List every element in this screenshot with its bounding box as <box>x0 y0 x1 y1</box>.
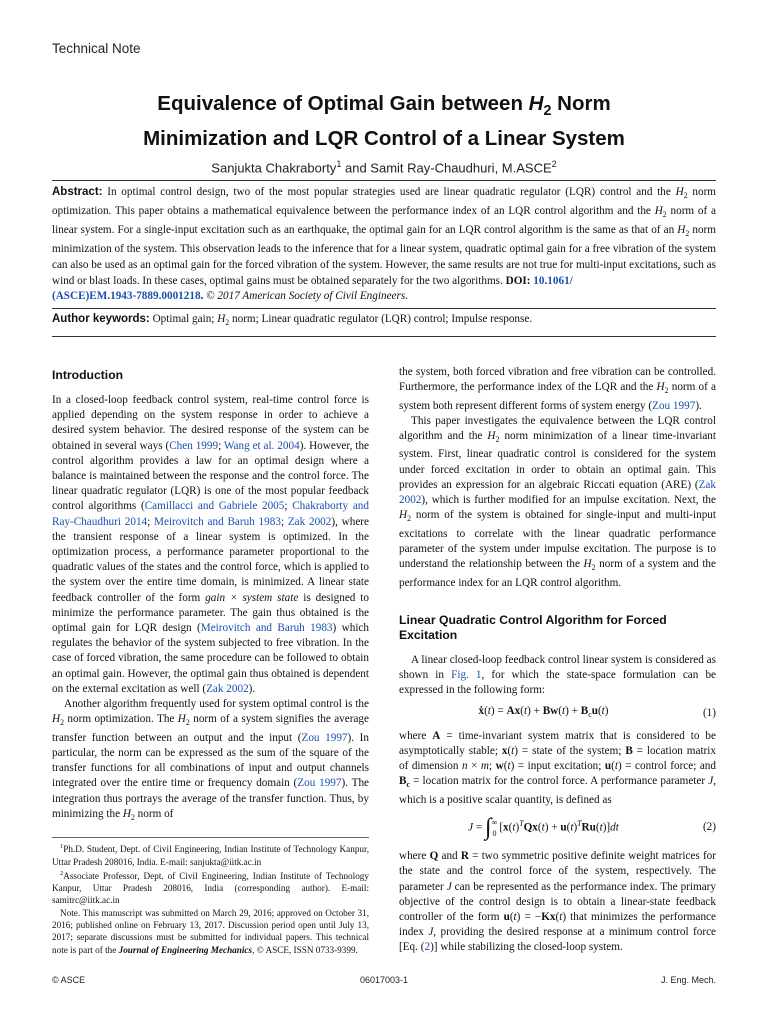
title-line2: Minimization and LQR Control of a Linear System <box>143 127 625 151</box>
text: norm of a system and the performance index for an LQR control algorithm. <box>399 558 716 589</box>
math-h-sub: 2 <box>685 229 690 239</box>
text: ). <box>248 682 256 695</box>
text: Associate Professor, Dept. of Civil Engineering, Indian Institute of Technology Kanpur, Uttar Pradesh 208016, India (corresponding author). E-mail: samitrc@iitk.ac.in <box>52 870 369 906</box>
footnote-2 <box>52 868 369 907</box>
abstract-text-4: norm minimization of the system. This observation leads to the inference that for a linear system, quadratic optimal gain for a free vibration of the system can also be used as an optimal gain for the forced vibration of the system. However, the same results are not true for multi-input excitations, such as wind or blast loads. In these cases, optimal gains must be obtained separately for the two algorithms. <box>52 224 716 287</box>
text: ; <box>280 515 288 528</box>
math-h: H <box>654 205 663 218</box>
citation-zou-1997[interactable]: Zou 1997 <box>301 731 348 744</box>
right-paragraph-3: where A = time-invariant system matrix that is considered to be asymptotically stable; x(t) = state of the system; B = location matrix of dimension n × m; w(t) = input excitation; u(t) = control force; and $B_c$ = location matrix for the control force. A performance parameter J, which is a positive scalar quantity, is defined as <box>399 729 716 806</box>
right-column <box>399 365 716 956</box>
author-2-affil: 2 <box>551 159 557 169</box>
math-h: H <box>675 186 684 198</box>
citation-zou-1997[interactable]: Zou 1997 <box>297 777 342 790</box>
doi-label: DOI: <box>505 274 531 287</box>
intro-paragraph-1 <box>52 393 369 697</box>
abstract-label: Abstract: <box>52 186 103 198</box>
text: = two symmetric positive definite weight matrices for the state and the control force of the system, respectively. The parameter <box>399 850 716 893</box>
footnote-marker: 2 <box>60 869 64 877</box>
equation-1 <box>399 704 716 722</box>
math-h: H <box>677 224 686 237</box>
text: can be represented as the performance index. The primary objective of the control design is to obtain a linear-state feedback controller of the form <box>399 880 716 924</box>
text: ; <box>489 760 496 773</box>
text: norm minimization of a linear time-invariant system. First, linear quadratic control is considered for the system under forced excitation in order to obtain an optimal gain. This provides an expression for an algebraic Riccati equation (ARE) ( <box>399 430 716 491</box>
text: ; <box>147 515 155 528</box>
text: , which is a positive scalar quantity, is defined as <box>399 775 716 806</box>
text: ) which regulates the behavior of the system subjected to free vibration. In the case of forced vibration, the same procedure can be followed to obtain an optimal gain. However, the optimal gain thus obtained is dependent on the external excitation as well ( <box>52 622 369 695</box>
right-paragraph-0 <box>399 365 716 414</box>
equation-1-number: (1) <box>702 707 716 719</box>
citation-meirovitch-1983[interactable]: Meirovitch and Baruh 1983 <box>200 622 333 635</box>
text: = location matrix for the control force. A performance parameter <box>409 775 709 788</box>
equation-2-number: (2) <box>702 821 716 834</box>
text: A linear closed-loop feedback control linear system is considered as shown in <box>399 653 716 681</box>
right-paragraph-2 <box>399 653 716 699</box>
left-column <box>52 365 369 956</box>
author-1-affil: 1 <box>336 159 342 169</box>
math-h: H <box>399 509 408 522</box>
author-2: and Samit Ray-Chaudhuri, M.ASCE <box>341 160 552 176</box>
abstract-text-3: norm of a linear system. For a single-input excitation such as an earthquake, the optimal gain for an LQR control algorithm is the same as that of an <box>52 205 716 237</box>
right-paragraph-1 <box>399 414 716 591</box>
text: = location matrix of dimension <box>399 745 716 773</box>
text: norm of a system both represent different forms of system energy ( <box>399 381 716 412</box>
text: , for which the state-space formulation can be expressed in the following form: <box>399 668 716 697</box>
math-h-sub: 2 <box>407 514 412 524</box>
math-h: H <box>487 430 496 443</box>
intro-paragraph-2 <box>52 697 369 825</box>
math-h-sub: 2 <box>185 718 190 728</box>
equation-2 <box>399 816 716 839</box>
footnote-marker: 1 <box>60 843 64 851</box>
footer-journal: J. Eng. Mech. <box>660 975 716 985</box>
keywords-label: Author keywords: <box>52 313 150 326</box>
abstract-text-1: In optimal control design, two of the most popular strategies used are linear quadratic regulator (LQR) control and the <box>102 186 676 198</box>
abstract-block <box>52 180 716 337</box>
text: the system, both forced vibration and free vibration can be controlled. Furthermore, the performance index of the LQR and the <box>399 366 716 394</box>
citation-chen-1999[interactable]: Chen 1999 <box>169 439 219 452</box>
math-h-sub: 2 <box>495 435 500 445</box>
abstract <box>52 185 716 305</box>
text: norm of <box>134 807 174 820</box>
doi-link-part1[interactable]: 10.1061/ <box>533 274 573 287</box>
text: This paper investigates the equivalence between the LQR control algorithm and the <box>399 414 716 443</box>
right-paragraph-4: where Q and R = two symmetric positive definite weight matrices for the state and the control force of the system, respectively. The parameter J can be represented as the performance index. The primary objective of the control design is to obtain a linear-state feedback controller of the form u(t) = −Kx(t) that minimizes the performance index J, providing the desired response at a minimum control force [Eq. (2)] while stabilizing the closed-loop system. <box>399 850 716 954</box>
intro-heading: Introduction <box>52 368 124 382</box>
citation-zak-2002[interactable]: Zak 2002 <box>287 515 332 528</box>
text: , © ASCE, ISSN 0733-9399. <box>252 944 358 955</box>
text: ; <box>218 439 224 452</box>
paper-title <box>40 90 728 152</box>
author-1: Sanjukta Chakraborty <box>211 160 337 176</box>
section-heading-lqr: Linear Quadratic Control Algorithm for Forced Excitation <box>399 612 667 642</box>
math-h: H <box>52 713 61 726</box>
math-h-sub: 2 <box>130 812 135 822</box>
text: ), which is further modified for an impulse excitation. Next, the <box>421 494 716 507</box>
text: ). However, the control algorithm provides a law for an optimal design where a balance is maintained between the response and the control force. The linear quadratic regulator (LQR) is one of the most popular feedback control algorithms ( <box>52 439 370 513</box>
math-h-sub: 2 <box>60 718 65 728</box>
journal-name: Journal of Engineering Mechanics <box>118 944 253 955</box>
text: norm of a system signifies the average transfer function between an output and the input ( <box>52 713 369 744</box>
text: that minimizes the performance index <box>399 911 716 939</box>
text: is designed to minimize the performance parameter. The gain thus obtained is the optimal gain for LQR design ( <box>52 591 369 635</box>
text: ), where the transient response of a linear system is optimized. In the optimization process, a performance parameter proportional to the quadratic values of the states and the control force, which is applied to the system over the entire time domain, is minimized. A linear state feedback controller of the form <box>52 515 370 604</box>
math-h: H <box>177 713 186 726</box>
text: )] while stabilizing the closed-loop system. <box>430 941 623 954</box>
figure-1-link[interactable]: Fig. 1 <box>451 668 482 681</box>
text: norm of the system is obtained for single-input and multi-input excitations to correlate with the linear quadratic performance parameter of the system under impulse excitation. The purpose is to understand the relationship between the <box>399 509 716 571</box>
footnote-1 <box>52 841 369 868</box>
abstract-text-2: norm optimization. This paper obtains a mathematical equivalence between the performance index of an LQR control algorithm and the <box>52 186 716 218</box>
text: = state of the system; <box>518 745 626 758</box>
math-h-sub: 2 <box>662 210 667 220</box>
keywords <box>52 308 716 336</box>
section-label: Technical Note <box>52 41 141 56</box>
text: ; <box>284 500 293 513</box>
keywords-text-2: norm; Linear quadratic regulator (LQR) control; Impulse response. <box>229 313 533 326</box>
math-h-sub: 2 <box>664 386 669 396</box>
equation-2-link[interactable]: 2 <box>424 941 431 954</box>
doi-end: . <box>200 290 204 303</box>
title-h-sub: 2 <box>543 103 552 120</box>
title-line1-suffix: Norm <box>551 92 611 115</box>
text: In a closed-loop feedback control system, real-time control force is applied depending on the system response in order to achieve a desired system behavior. The desired response of the system can be obtained in several ways ( <box>52 394 369 452</box>
text: and <box>438 850 461 863</box>
text: = input excitation; <box>514 760 605 773</box>
text: Ph.D. Student, Dept. of Civil Engineering, Indian Institute of Technology Kanpur, Uttar Pradesh 208016, India. E-mail: sanjukta@iitk.ac.in <box>52 844 369 867</box>
footer-left: © ASCE <box>52 975 86 985</box>
citation-chakraborty-2014[interactable]: Chakraborty and Ray-Chaudhuri 2014 <box>52 500 369 528</box>
footnotes <box>52 837 369 956</box>
math-h-sub: 2 <box>225 318 230 328</box>
text: ). The integration thus portrays the average of the transfer function. Thus, by minimizing the <box>52 777 370 820</box>
math-h: H <box>583 558 592 571</box>
doi-link-part2[interactable]: (ASCE)EM.1943-7889.0001218 <box>52 290 201 303</box>
title-h-var: H <box>528 92 544 115</box>
equation-1-body: ẋ(t) = $Ax(t) + Bw(t) + B_cu(t)$ <box>478 705 609 720</box>
text: ). In particular, the norm can be expressed as the sum of the square of the transfer functions for all combinations of input and output channels integrated over the entire time or frequency domain ( <box>52 731 369 790</box>
text: norm optimization. The <box>64 713 178 726</box>
text: where <box>399 850 430 863</box>
footer-page-id: 06017003-1 <box>359 975 409 985</box>
citation-meirovitch-1983[interactable]: Meirovitch and Baruh 1983 <box>154 515 281 528</box>
math-h: H <box>217 313 226 326</box>
math-h: H <box>122 807 131 820</box>
math-h-sub: 2 <box>683 191 688 201</box>
equation-2-body: J = ∫∞ 0 $[x(t)^TQx(t) + u(t)^TRu(t)]dt$ <box>468 814 619 841</box>
title-line1-prefix: Equivalence of Optimal Gain between <box>157 92 529 115</box>
text: Note. This manuscript was submitted on March 29, 2016; approved on October 31, 2016; published online on February 13, 2017. Discussion period open until July 13, 2017; separate discussions must be submitted for individual papers. This technical note is part of the <box>52 907 369 955</box>
keywords-text-1: Optimal gain; <box>149 313 218 326</box>
citation-zak-2002[interactable]: Zak 2002 <box>206 682 249 695</box>
footnote-note <box>52 907 369 956</box>
citation-zak-2002[interactable]: Zak 2002 <box>399 478 716 507</box>
text: ). <box>695 399 702 412</box>
math-h: H <box>656 381 665 394</box>
citation-camillacci-2005[interactable]: Camillacci and Gabriele 2005 <box>144 500 285 513</box>
text: where <box>399 729 433 742</box>
text: , providing the desired response at a minimum control force [Eq. ( <box>399 926 716 954</box>
authors <box>40 159 728 175</box>
copyright: © 2017 American Society of Civil Engineers. <box>203 290 409 303</box>
math-h-sub: 2 <box>591 563 596 573</box>
text: = control force; and <box>621 760 716 773</box>
text: Another algorithm frequently used for system optimal control is the <box>64 698 369 711</box>
citation-wang-2004[interactable]: Wang et al. 2004 <box>223 439 300 452</box>
text: = time-invariant system matrix that is considered to be asymptotically stable; <box>399 729 716 758</box>
italic-text: gain × system state <box>205 591 299 604</box>
citation-zou-1997[interactable]: Zou 1997 <box>652 399 696 412</box>
